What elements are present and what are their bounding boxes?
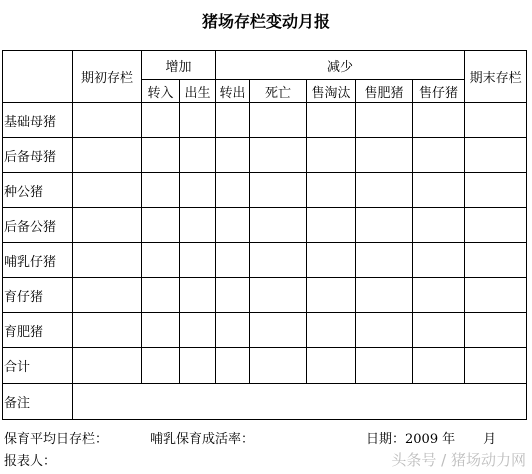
header-death: 死亡 xyxy=(250,80,307,103)
data-cell xyxy=(465,103,527,138)
data-cell xyxy=(250,208,307,243)
data-cell xyxy=(413,348,465,384)
data-cell xyxy=(250,243,307,278)
data-cell xyxy=(180,278,216,313)
data-cell xyxy=(180,243,216,278)
data-cell xyxy=(465,313,527,348)
row-label: 后备母猪 xyxy=(3,138,73,173)
date-label xyxy=(366,428,496,447)
table-row xyxy=(3,173,527,208)
row-label: 育肥猪 xyxy=(3,313,73,348)
data-cell xyxy=(465,278,527,313)
data-cell xyxy=(142,348,180,384)
data-cell xyxy=(216,138,250,173)
corner-cell xyxy=(3,51,73,103)
data-cell xyxy=(413,173,465,208)
data-cell xyxy=(73,348,142,384)
data-cell xyxy=(307,313,356,348)
notes-cell xyxy=(73,384,527,420)
data-cell xyxy=(413,138,465,173)
table-row xyxy=(3,278,527,313)
watermark: 头条号 / 猪场动力网 xyxy=(391,451,526,469)
data-cell xyxy=(142,208,180,243)
data-cell xyxy=(250,278,307,313)
data-cell xyxy=(180,208,216,243)
data-cell xyxy=(307,138,356,173)
notes-row xyxy=(3,384,527,420)
table-row xyxy=(3,138,527,173)
total-row xyxy=(3,348,527,384)
data-cell xyxy=(250,348,307,384)
data-cell xyxy=(142,278,180,313)
data-cell xyxy=(180,348,216,384)
data-cell xyxy=(356,103,413,138)
data-cell xyxy=(307,103,356,138)
header-transfer-out: 转出 xyxy=(216,80,250,103)
header-opening-stock: 期初存栏 xyxy=(73,51,142,103)
data-cell xyxy=(216,243,250,278)
report-title: 猪场存栏变动月报 xyxy=(201,12,330,31)
data-cell xyxy=(356,138,413,173)
data-cell xyxy=(216,313,250,348)
data-cell xyxy=(73,208,142,243)
data-cell xyxy=(413,208,465,243)
data-cell xyxy=(250,313,307,348)
date-month-unit: 月 xyxy=(483,432,497,447)
data-cell xyxy=(180,173,216,208)
avg-stock-label: 保育平均日存栏： xyxy=(4,432,109,447)
data-cell xyxy=(73,313,142,348)
header-closing-stock: 期末存栏 xyxy=(465,51,527,103)
data-cell xyxy=(142,103,180,138)
data-cell xyxy=(216,348,250,384)
header-piglet-sale: 售仔猪 xyxy=(413,80,465,103)
data-cell xyxy=(413,278,465,313)
data-cell xyxy=(356,348,413,384)
data-cell xyxy=(465,173,527,208)
data-cell xyxy=(307,278,356,313)
data-cell xyxy=(465,138,527,173)
data-cell xyxy=(73,243,142,278)
data-cell xyxy=(142,138,180,173)
data-cell xyxy=(413,313,465,348)
data-cell xyxy=(73,138,142,173)
data-cell xyxy=(413,243,465,278)
data-cell xyxy=(356,278,413,313)
date-year-unit: 年 xyxy=(442,432,456,447)
data-cell xyxy=(180,138,216,173)
total-label: 合计 xyxy=(3,348,73,384)
livestock-table xyxy=(2,50,527,420)
data-cell xyxy=(216,208,250,243)
data-cell xyxy=(250,173,307,208)
data-cell xyxy=(307,208,356,243)
table-row xyxy=(3,208,527,243)
data-cell xyxy=(307,348,356,384)
header-decrease: 减少 xyxy=(216,51,465,80)
data-cell xyxy=(73,173,142,208)
header-increase: 增加 xyxy=(142,51,216,80)
row-label: 基础母猪 xyxy=(3,103,73,138)
data-cell xyxy=(413,103,465,138)
header-finisher-sale: 售肥猪 xyxy=(356,80,413,103)
row-label: 育仔猪 xyxy=(3,278,73,313)
data-cell xyxy=(73,278,142,313)
data-cell xyxy=(142,313,180,348)
row-label: 哺乳仔猪 xyxy=(3,243,73,278)
data-cell xyxy=(356,173,413,208)
data-cell xyxy=(307,173,356,208)
row-label: 种公猪 xyxy=(3,173,73,208)
data-cell xyxy=(73,103,142,138)
data-cell xyxy=(356,243,413,278)
data-cell xyxy=(180,313,216,348)
data-cell xyxy=(180,103,216,138)
data-cell xyxy=(142,243,180,278)
data-cell xyxy=(307,243,356,278)
data-cell xyxy=(465,243,527,278)
table-row xyxy=(3,313,527,348)
header-cull-sale: 售淘汰 xyxy=(307,80,356,103)
header-birth: 出生 xyxy=(180,80,216,103)
data-cell xyxy=(356,313,413,348)
reporter-label: 报表人： xyxy=(4,454,57,469)
date-year: 2009 xyxy=(405,432,439,447)
survival-rate-label: 哺乳保育成活率： xyxy=(150,432,255,447)
data-cell xyxy=(356,208,413,243)
data-cell xyxy=(465,348,527,384)
data-cell xyxy=(465,208,527,243)
table-row xyxy=(3,243,527,278)
header-transfer-in: 转入 xyxy=(142,80,180,103)
data-cell xyxy=(216,103,250,138)
data-cell xyxy=(142,173,180,208)
data-cell xyxy=(250,138,307,173)
table-row xyxy=(3,103,527,138)
data-cell xyxy=(250,103,307,138)
notes-label: 备注 xyxy=(3,384,73,420)
data-cell xyxy=(216,173,250,208)
data-cell xyxy=(216,278,250,313)
row-label: 后备公猪 xyxy=(3,208,73,243)
date-prefix: 日期： xyxy=(366,432,406,447)
